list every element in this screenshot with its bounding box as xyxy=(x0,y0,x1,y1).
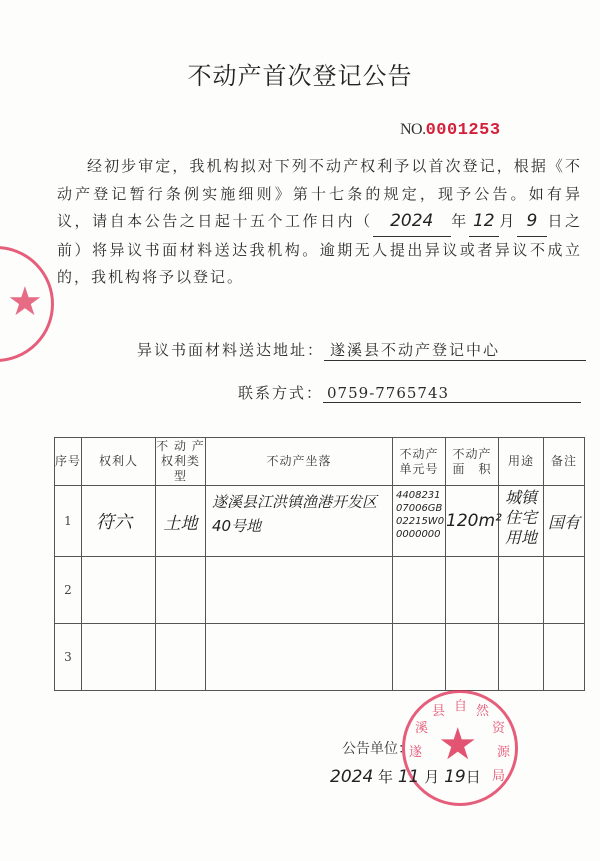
seal-char: 源 xyxy=(497,745,511,760)
month-label: 月 xyxy=(498,212,517,230)
notice-body xyxy=(57,153,582,292)
header-owner: 权利人 xyxy=(82,438,156,486)
header-remarks: 备注 xyxy=(544,438,585,486)
seal-char: 资 xyxy=(492,721,506,736)
cell-area xyxy=(446,624,499,691)
year-label: 年 xyxy=(450,212,469,230)
document-title: 不动产首次登记公告 xyxy=(187,62,413,90)
contact-info xyxy=(238,382,581,403)
cell-right-type xyxy=(156,624,206,691)
header-area: 不动产 面 积 xyxy=(446,438,499,486)
cell-right-type xyxy=(156,557,206,624)
partial-seal-stamp xyxy=(0,246,54,362)
cell-unit-number: 440823107006GB02215W00000000 xyxy=(393,486,446,557)
issue-year: 2024 xyxy=(330,767,374,787)
issue-date xyxy=(330,766,481,787)
serial-number xyxy=(400,121,501,140)
cell-location xyxy=(206,557,393,624)
cell-remarks xyxy=(544,557,585,624)
cell-unit-number xyxy=(393,557,446,624)
table-header-row xyxy=(55,438,585,486)
header-location: 不动产坐落 xyxy=(206,438,393,486)
seal-char: 遂 xyxy=(409,745,423,760)
issuer-label: 公告单位： xyxy=(342,741,412,757)
notice-text-after: 日之前）将异议书面材料送达我机构。逾期无人提出异议或者异议不成立的，我机构将予以登记。 xyxy=(57,212,582,286)
cell-owner xyxy=(82,557,156,624)
address-value: 遂溪县不动产登记中心 xyxy=(324,339,586,361)
contact-value: 0759-7765743 xyxy=(323,384,581,403)
seal-char: 溪 xyxy=(415,721,429,736)
seal-star-icon: ★ xyxy=(7,279,43,325)
seal-char: 局 xyxy=(492,769,506,784)
cell-seq: 2 xyxy=(55,557,82,624)
serial-value: 0001253 xyxy=(425,121,501,140)
cell-seq: 1 xyxy=(55,486,82,557)
registration-table xyxy=(54,437,585,691)
header-seq: 序号 xyxy=(55,438,82,486)
deadline-month: 12 xyxy=(469,208,499,237)
seal-char: 自 xyxy=(454,699,468,714)
issue-year-label: 年 xyxy=(378,768,394,786)
cell-owner: 符六 xyxy=(82,486,156,557)
seal-char: 然 xyxy=(476,704,490,719)
header-usage: 用途 xyxy=(499,438,544,486)
seal-char: 县 xyxy=(432,704,446,719)
deadline-day: 9 xyxy=(517,208,547,237)
cell-seq: 3 xyxy=(55,624,82,691)
issue-day-label: 日 xyxy=(465,768,481,786)
serial-label: NO. xyxy=(400,121,426,138)
header-unit-number: 不动产 单元号 xyxy=(393,438,446,486)
issue-day: 19 xyxy=(444,767,466,787)
table-row xyxy=(55,557,585,624)
cell-location xyxy=(206,624,393,691)
deadline-year: 2024 xyxy=(373,208,451,237)
cell-remarks: 国有 xyxy=(544,486,585,557)
cell-area xyxy=(446,557,499,624)
header-right-type: 不 动 产 权利类型 xyxy=(156,438,206,486)
seal-star-icon: ★ xyxy=(438,719,478,770)
cell-usage: 城镇住宅用地 xyxy=(499,486,544,557)
table-row xyxy=(55,486,585,557)
issue-month: 11 xyxy=(397,767,420,787)
address-label: 异议书面材料送达地址： xyxy=(137,341,325,359)
objection-address xyxy=(137,339,586,361)
cell-area: 120m² xyxy=(446,486,499,557)
cell-remarks xyxy=(544,624,585,691)
contact-label: 联系方式： xyxy=(238,384,324,402)
official-seal-stamp xyxy=(402,690,518,806)
cell-location: 遂溪县江洪镇渔港开发区40号地 xyxy=(206,486,393,557)
cell-usage xyxy=(499,624,544,691)
cell-usage xyxy=(499,557,544,624)
table-row xyxy=(55,624,585,691)
issue-month-label: 月 xyxy=(424,768,440,786)
cell-unit-number xyxy=(393,624,446,691)
notice-text-before: 经初步审定，我机构拟对下列不动产权利予以首次登记，根据《不动产登记暂行条例实施细则》第十七条的规定，现予公告。如有异议，请自本公告之日起十五个工作日内（ xyxy=(57,157,582,230)
cell-right-type: 土地 xyxy=(156,486,206,557)
cell-owner xyxy=(82,624,156,691)
